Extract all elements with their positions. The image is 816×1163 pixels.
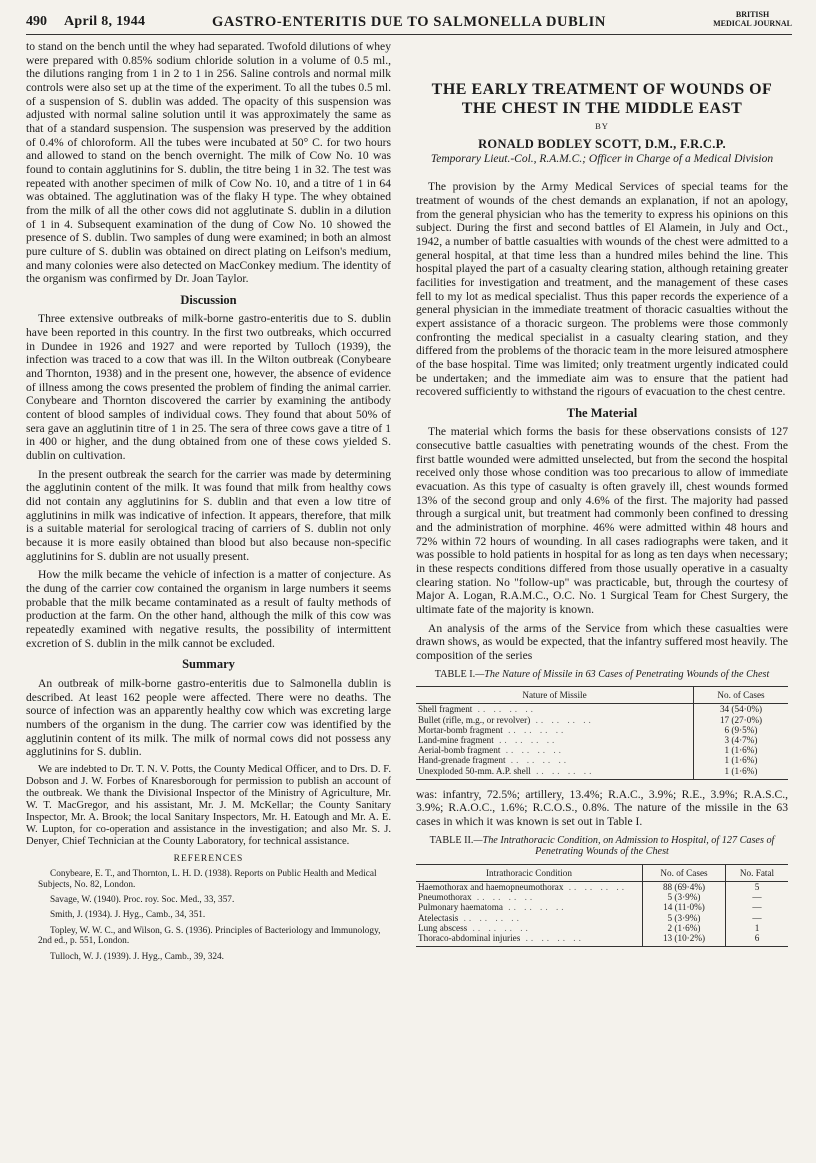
case-count: 1 (1·6%) xyxy=(694,755,789,765)
header-rule xyxy=(26,34,792,35)
table-2-label: TABLE II. xyxy=(429,834,474,846)
table-2 xyxy=(416,864,788,947)
case-count: 17 (27·0%) xyxy=(694,715,789,725)
paragraph: to stand on the bench until the whey had separated. Twofold dilutions of whey were prepared with 0.85% sodium chloride solution in a volume of 0.5 ml., the dilutions ranging from 1 in 2 to 1 in 256. Saline controls and normal milk controls were also set up at the time of the experiment. To all the tubes 0.5 ml. of a suspension of S. dublin was added. The opacity of this suspension was adjusted with normal saline solution until it was approximately the same as that of a standard suspension. The suspension was preserved by the addition of 0.4% of chloroform. All the tubes were incubated at 50° C. for two hours and allowed to stand on the bench overnight. The milk of Cow No. 10 was found to contain agglutinins for S. dublin, the titre being 1 in 32. The test was repeated with another specimen of milk of Cow No. 10, and a titre of 1 in 64 was obtained. The agglutination was of the flaky H type. The whey obtained from the milk of all the other cows did not agglutinate S. dublin in a dilution of 1 in 4. Subsequent examination of the dung of Cow No. 10 showed the presence of S. dublin. Two samples of dung were examined; in both an almost pure culture of S. dublin was obtained on direct plating on Leifson's medium, and many colonies were also detected on MacConkey medium. The identity of the organism was confirmed by Dr. Joan Taylor. xyxy=(26,40,391,286)
reference-item: Tulloch, W. J. (1939). J. Hyg., Camb., 39, 324. xyxy=(50,951,224,962)
byline-by: BY xyxy=(595,121,609,131)
paragraph: How the milk became the vehicle of infection is a matter of conjecture. As the dung of the carrier cow contained the organism in large numbers it seems probable that the milk became contaminated as a result of faulty methods of production at the farm. On the other hand, although the milk of this cow was repeatedly examined with negative results, the possibility of intermittent excretion of S. dublin in the milk cannot be excluded. xyxy=(26,568,391,650)
reference-item: Savage, W. (1940). Proc. roy. Soc. Med., 33, 357. xyxy=(50,894,235,905)
table-2-caption xyxy=(416,835,788,858)
reference-item: Smith, J. (1934). J. Hyg., Camb., 34, 351. xyxy=(50,910,206,921)
case-count: 88 (69·4%) xyxy=(643,881,726,892)
journal-line-1: BRITISH xyxy=(735,10,770,19)
paragraph: The provision by the Army Medical Services of special teams for the treatment of wounds of the chest demands an explanation, if not an apology, from the general physician who has the temerity to express his opinions on this subject. During the first and second battles of El Alamein, in July and Oct., 1942, a number of battle casualties with wounds of the chest were admitted to a general hospital, at that time less than a hundred miles behind the line. This hospital played the part of a casualty clearing station, although retaining greater facilities for investigation and treatment, and the management of these cases fell to my lot as medical specialist. Thus this paper records the experience of a general physician in the immediate treatment of thoracic casualties without the expert assistance of a thoracic surgeon. The problems were those commonly confronting the medical specialist in a casualty clearing station, and they differed from the problems of the thoracic team in the more leisured atmosphere of the base hospital. Time was limited; only treatment urgently indicated could be undertaken; and the immediate aim was to ensure that the patient had recovered sufficiently to withstand the rigours of evacuation to the chest centre. xyxy=(416,180,788,399)
table-row xyxy=(416,892,788,902)
journal-name xyxy=(713,10,792,28)
table-1-header: Nature of Missile xyxy=(416,687,694,704)
case-count: 3 (4·7%) xyxy=(694,735,789,745)
row-label: Haemothorax and haemopneumothorax xyxy=(418,881,564,892)
paragraph: An analysis of the arms of the Service from which these casualties were drawn shows, as would be expected, that the infantry suffered most heavily. The composition of the series xyxy=(416,621,788,662)
case-count: 14 (11·0%) xyxy=(643,902,726,912)
running-title: GASTRO-ENTERITIS DUE TO SALMONELLA DUBLIN xyxy=(212,14,606,30)
case-count: 34 (54·0%) xyxy=(694,704,789,715)
table-1-label: TABLE I. xyxy=(434,668,476,680)
table-2-header: No. of Cases xyxy=(643,864,726,881)
acknowledgements: We are indebted to Dr. T. N. V. Potts, the County Medical Officer, and to Drs. D. F. Dobson and J. W. Forbes of Knaresborough for permission to publish an account of the outbreak. We thank the Divisional Inspector of the Ministry of Agriculture, Mr. W. T. MacGregor, and his assistant, Mr. J. M. McKellar; the County Sanitary Inspector, Mr. A. Brook; the local Sanitary Inspectors, Mr. H. Eatough and Mr. A. E. W. Lupton, for co-operation and assistance in the investigation; and also Mr. S. J. Denyer, Chief Technician at the County Laboratory, for technical assistance. xyxy=(26,763,391,848)
table-1 xyxy=(416,686,788,780)
condition: Atelectasis .. .. .. .. xyxy=(418,912,522,923)
journal-line-2: MEDICAL JOURNAL xyxy=(713,19,792,28)
row-label: Mortar-bomb fragment xyxy=(418,724,503,735)
table-2-body xyxy=(416,881,788,946)
missile-type: Land-mine fragment .. .. .. .. xyxy=(418,734,558,745)
table-row xyxy=(416,715,788,725)
missile-type: Mortar-bomb fragment .. .. .. .. xyxy=(418,724,567,735)
paragraph: In the present outbreak the search for the carrier was made by determining the agglutinin content of the milk. It was found that milk from healthy cows did not contain any agglutinins for S. dublin and that even a low titre of agglutinins in milk was indicative of infection. It appears, therefore, that milk is a suitable material for serological tracing of carriers of S. dublin not only because it is more easily obtained than blood but also because non-specific agglutinins for S. dublin are not usually present. xyxy=(26,467,391,563)
table-1-body xyxy=(416,704,788,779)
missile-type: Hand-grenade fragment .. .. .. .. xyxy=(418,755,570,766)
row-label: Thoraco-abdominal injuries xyxy=(418,932,521,943)
summary-paragraph: An outbreak of milk-borne gastro-enteritis due to Salmonella dublin is described. At least 162 people were affected. There were no deaths. The source of infection was an apparently healthy cow which was excreting large numbers of the organism in the dung. The carrier cow was identified by the agglutinin content of its milk. The milk of normal cows did not possess any agglutinins for S. dublin. xyxy=(26,676,391,759)
fatal-count: — xyxy=(726,913,789,923)
table-row xyxy=(416,913,788,923)
page-header xyxy=(26,10,792,36)
condition: Haemothorax and haemopneumothorax .. .. .. .. xyxy=(418,881,627,892)
row-label: Unexploded 50-mm. A.P. shell xyxy=(418,765,531,776)
table-row xyxy=(416,704,788,715)
right-column xyxy=(416,40,788,947)
missile-type: Shell fragment .. .. .. .. xyxy=(418,704,536,715)
fatal-count: — xyxy=(726,892,789,902)
condition: Thoraco-abdominal injuries .. .. .. .. xyxy=(416,933,643,947)
row-label: Shell fragment xyxy=(418,704,473,715)
missile-type: Bullet (rifle, m.g., or revolver) .. .. .. .. xyxy=(418,714,594,725)
condition: Pulmonary haematoma .. .. .. .. xyxy=(418,902,567,913)
row-label: Aerial-bomb fragment xyxy=(418,745,501,756)
missile-type: Aerial-bomb fragment .. .. .. .. xyxy=(418,745,564,756)
reference-item: Conybeare, E. T., and Thornton, L. H. D. (1938). Reports on Public Health and Medical Subjects, No. 82, London. xyxy=(38,869,377,890)
page-number: 490 xyxy=(26,14,47,29)
row-label: Pneumothorax xyxy=(418,892,472,903)
fatal-count: 6 xyxy=(726,933,789,947)
fatal-count: — xyxy=(726,902,789,912)
table-row xyxy=(416,766,788,780)
article-title: THE EARLY TREATMENT OF WOUNDS OF THE CHEST IN THE MIDDLE EAST xyxy=(431,81,773,117)
table-2-header: Intrathoracic Condition xyxy=(416,864,643,881)
table-row xyxy=(416,923,788,933)
row-label: Atelectasis xyxy=(418,912,459,923)
table-row xyxy=(416,745,788,755)
author-affiliation: Temporary Lieut.-Col., R.A.M.C.; Officer in Charge of a Medical Division xyxy=(430,153,774,166)
author-name: RONALD BODLEY SCOTT, D.M., F.R.C.P. xyxy=(478,136,726,151)
row-label: Land-mine fragment xyxy=(418,734,494,745)
table-2-header: No. Fatal xyxy=(726,864,789,881)
missile-type: Unexploded 50-mm. A.P. shell .. .. .. .. xyxy=(416,766,694,780)
left-column xyxy=(26,40,391,967)
material-heading: The Material xyxy=(566,405,638,420)
table-row xyxy=(416,725,788,735)
table-row xyxy=(416,881,788,892)
case-count: 5 (3·9%) xyxy=(643,913,726,923)
row-label: Pulmonary haematoma xyxy=(418,902,503,913)
paragraph: The material which forms the basis for these observations consists of 127 consecutive battle casualties with penetrating wounds of the chest. From the first battle wounded were admitted unselected, but from the second the hospital received only those whose condition was too precarious to allow of immediate evacuation. As this type of casualty is often gravely ill, chest wounds formed 13% of the second group and only 4.6% of the first. The majority had passed through a surgical unit, but treatment had commonly been confined to dressing and the administration of morphine. 46% were admitted within 48 hours and 72% within 72 hours of wounding. In all cases radiographs were taken, and it was possible to hold patients in hospital for as long as ten days when necessary; in these respects conditions differed from those usually operative in a casualty clearing station. No "follow-up" was practicable, but, through the courtesy of Major A. Logan, R.A.M.C., O.C. No. 1 Surgical Team for Chest Surgery, the ultimate fate of the majority is known. xyxy=(416,425,788,616)
table-row xyxy=(416,902,788,912)
fatal-count: 5 xyxy=(726,881,789,892)
reference-item: Topley, W. W. C., and Wilson, G. S. (1936). Principles of Bacteriology and Immunology, 2nd ed., p. 551, London. xyxy=(38,925,381,947)
table-row xyxy=(416,755,788,765)
row-label: Lung abscess xyxy=(418,922,468,933)
paragraph: Three extensive outbreaks of milk-borne gastro-enteritis due to S. dublin have been reported in this country. In the first two outbreaks, which occurred in Dundee in 1926 and 1927 and were reported by Tulloch (1939), the infection was traced to a cow that was ill. In the Wilton outbreak (Conybeare and Thornton, 1938) and in the present one, however, the absence of evidence of illness among the cows presented the problem of finding the animal carrier. Conybeare and Thornton discovered the carrier by examining the antibody content of blood samples of individual cows. They found that about 50% of sera gave an agglutinin titre of 1 in 25. The sera of three cows gave a titre of 1 in 400 or higher, and the dung obtained from one of these cows yielded S. dublin on cultivation. xyxy=(26,312,391,463)
paragraph: was: infantry, 72.5%; artillery, 13.4%; R.A.C., 3.9%; R.E., 3.9%; R.A.S.C., 3.9%; R.A.O.C., 1.6%; R.C.O.S., 0.8%. The nature of the missile in the 63 cases in which it was known is set out in Table I. xyxy=(416,787,788,829)
summary-heading: Summary xyxy=(182,657,235,672)
case-count: 5 (3·9%) xyxy=(643,892,726,902)
references-heading: REFERENCES xyxy=(173,854,244,865)
row-label: Bullet (rifle, m.g., or revolver) xyxy=(418,714,531,725)
table-1-caption-text: —The Nature of Missile in 63 Cases of Penetrating Wounds of the Chest xyxy=(475,668,770,680)
table-2-caption-text: —The Intrathoracic Condition, on Admission to Hospital, of 127 Cases of Penetrating Wounds of the Chest xyxy=(473,834,775,858)
fatal-count: 1 xyxy=(726,923,789,933)
condition: Lung abscess .. .. .. .. xyxy=(418,922,531,933)
row-label: Hand-grenade fragment xyxy=(418,755,506,766)
case-count: 6 (9·5%) xyxy=(694,725,789,735)
issue-date: April 8, 1944 xyxy=(64,14,146,29)
table-row xyxy=(416,933,788,947)
case-count: 13 (10·2%) xyxy=(643,933,726,947)
case-count: 2 (1·6%) xyxy=(643,923,726,933)
case-count: 1 (1·6%) xyxy=(694,745,789,755)
table-row xyxy=(416,735,788,745)
case-count: 1 (1·6%) xyxy=(694,766,789,780)
table-1-caption xyxy=(416,669,788,681)
condition: Pneumothorax .. .. .. .. xyxy=(418,892,536,903)
discussion-heading: Discussion xyxy=(180,292,237,307)
table-1-header: No. of Cases xyxy=(694,687,789,704)
